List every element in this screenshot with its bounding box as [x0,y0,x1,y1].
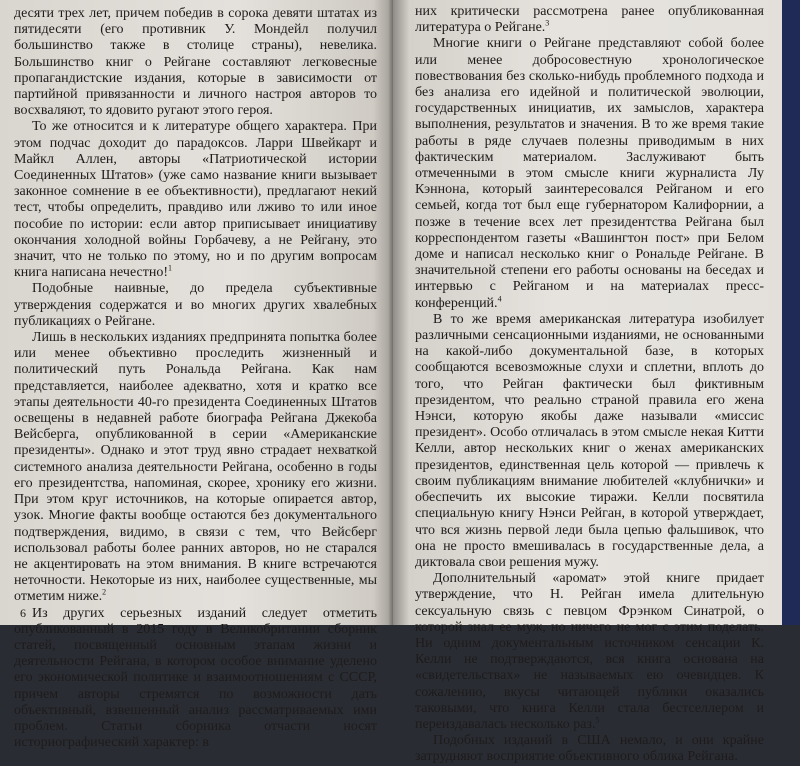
footnote-mark: 4 [497,294,502,303]
footnote-mark: 2 [102,587,107,597]
right-paragraph-3: В то же время американская литература изобилует различными сенсационными изданиями, не основанными на какой-либо документальной базе, в которых сообщаются всевозможные слухи и сплетни, вплоть до того, что Рейган фактически был фиктивным президентом, что реально страной правила его жена Нэнси, которую якобы даже называли «миссис президент». Особо отличалась в этом смысле некая Китти Келли, автор нескольких книг о женах американских президентов, единственная цель которой — привлечь к своим публикациям внимание любителей «клубнички» и обеспечить их высокие тиражи. Келли посвятила специальную книгу Нэнси Рейган, в которой утверждает, что вся жизнь первой леди была цепью фальшивок, что она не просто вмешивалась в государственные дела, а диктовала свои решения мужу. [415,311,764,570]
right-paragraph-4: Дополнительный «аромат» этой книге придает утверждение, что Н. Рейган имела длительную сексуальную связь с певцом Фрэнком Синатрой, о которой знал ее муж, но ничего не мог с этим поделать. Ни одним документальным источником сенсации К. Келли не подтверждаются, вся книга основана на «свидетельствах» не называемых ею очевидцев. К сожалению, вкусы читающей публики оказались таковыми, что книга Келли стала бестселлером и переиздавалась несколько раз.$^5$ [415,571,764,732]
right-paragraph-5: Подобных изданий в США немало, и они крайне затрудняют восприятие объективного облика Рейгана. [415,733,764,765]
left-paragraph-2: То же относится и к литературе общего характера. При этом подчас доходит до парадоксов. Ларри Швейкарт и Майкл Аллен, авторы «Патриотической истории Соединенных Штатов» (уже само название книги вызывает законное сомнение в ее объективности), предлагают некий тест, чтобы определить, правдиво или лживо то или иное пособие по истории: если автор приписывает инициативу окончания холодной войны Горбачеву, а не Рейгану, это значит, что не только по этому, но и по другим вопросам книга написана нечестно!$^1$ [14,119,377,281]
left-paragraph-5: Из других серьезных изданий следует отметить опубликованный в 2015 году в Великобритании сборник статей, посвященный основным этапам жизни и деятельности Рейгана, в котором особое внимание уделено его экономической политике и взаимоотношениям с СССР, причем авторы стремятся по возможности дать объективный, взвешенный анализ рассматриваемых ими проблем. Статьи сборника отчасти носят историографический характер: в [14,605,377,751]
footnote-mark: 5 [595,715,600,725]
right-page [393,0,800,765]
background-edge [782,0,800,625]
footnote-mark: 3 [545,18,550,28]
right-paragraph-1: них критически рассмотрена ранее опубликованная литература о Рейгане.$^3$ [415,4,764,36]
left-paragraph-4: Лишь в нескольких изданиях предпринята попытка более или менее объективно проследить жизненный и политический путь Рональда Рейгана. Как нам представляется, наиболее адекватно, хотя и кратко все этапы деятельности 40-го президента Соединенных Штатов освещены в недавней работе биографа Рейгана Джекоба Вейсберга, опубликованной в серии «Американские президенты». Однако и этот труд явно страдает нехваткой системного анализа деятельности Рейгана, особенно в годы его президентства, напоминая, скорее, хронику его жизни. При этом круг источников, на которые опирается автор, узок. Многие факты вообще остаются без документального подтверждения, видимо, в связи с тем, что Вейсберг использовал работы более ранних авторов, но не старался не акцентировать на этом внимания. В книге встречаются неточности. Некоторые из них, наиболее существенные, мы отметим ниже.$^2$ [14,330,377,605]
left-paragraph-3: Подобные наивные, до предела субъективные утверждения содержатся и во многих других хвалебных публикациях о Рейгане. [14,281,377,329]
page-number: 6 [20,606,26,620]
left-page [0,0,393,751]
left-paragraph-1: десяти трех лет, причем победив в сорока девяти штатах из пятидесяти (его противник У. Мондейл получил большинство также в столице страны), невелика. Большинство книг о Рейгане составляют легковесные пропагандистские издания, которые в зависимости от партийной привязанности и личного настроя авторов то восхваляют, то ядовито ругают этого героя. [14,6,377,119]
right-paragraph-2: Многие книги о Рейгане представляют собой более или менее добросовестную хронологическое повествования без сколько-нибудь проблемного подхода и без анализа его идейной и политической эволюции, государственных инициатив, их замыслов, характера выполнения, результатов и значения. В то же время такие работы в ряде случаев полезны приводимым в них фактическим материалом. Заслуживают быть отмеченными в этом смысле книги журналиста Лу Кэннона, который заинтересовался Рейганом и его семьей, когда тот был еще губернатором Калифорнии, а позже в течение всех лет президентства Рейгана был корреспондентом газеты «Вашингтон пост» при Белом доме и написал несколько книг о Рональде Рейгане. В значительной степени его работы основаны на беседах и интервью с Рейганом и на материалах пресс-конференций.$^4$ [415,36,764,311]
footnote-mark: 1 [168,263,172,273]
